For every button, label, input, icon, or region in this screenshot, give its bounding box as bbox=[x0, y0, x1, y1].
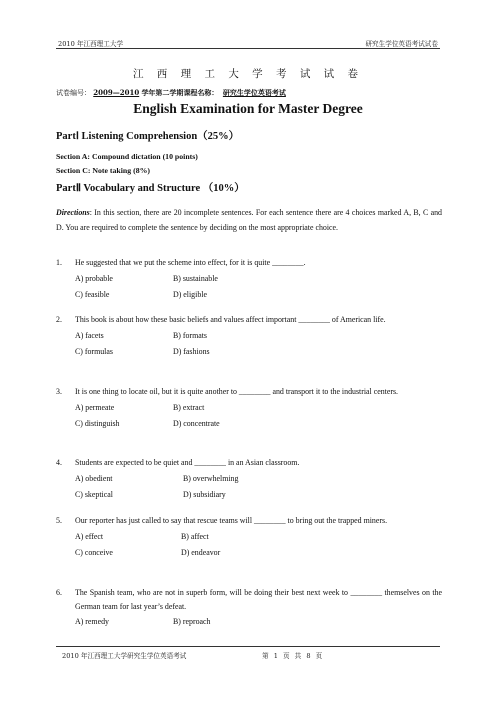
option-c: C) skeptical bbox=[75, 489, 113, 499]
question-options bbox=[75, 614, 442, 630]
option-c: C) formulas bbox=[75, 346, 113, 356]
option-c: C) feasible bbox=[75, 289, 110, 299]
option-a: A) facets bbox=[75, 330, 104, 340]
question-number: 5. bbox=[56, 516, 62, 525]
header-right: 研究生学位英语考试试卷 bbox=[365, 40, 438, 48]
option-a: A) permeate bbox=[75, 402, 115, 412]
question-options bbox=[75, 471, 442, 503]
exam-meta bbox=[56, 88, 286, 98]
question-stem: Students are expected to be quiet and ________ in an Asian classroom. bbox=[75, 458, 300, 467]
question-stem: The Spanish team, who are not in superb form, will be doing their best next week to ________ themselves on the German team for last year’s defeat. bbox=[75, 588, 442, 611]
question bbox=[56, 385, 442, 432]
question-number: 4. bbox=[56, 458, 62, 467]
university-title: 江 西 理 工 大 学 考 试 试 卷 bbox=[132, 68, 364, 80]
page-number: 第 1 页 共 8 页 bbox=[262, 652, 323, 660]
exam-term: 学年第二学期 bbox=[141, 88, 184, 97]
question-options bbox=[75, 271, 442, 303]
directions bbox=[56, 206, 442, 235]
question bbox=[56, 456, 442, 503]
option-a: A) effect bbox=[75, 531, 104, 541]
directions-text: : In this section, there are 20 incomplete sentences. For each sentence there are 4 choices marked A, B, C and D. You are required to complete the sentence by deciding on the most appropriate choice. bbox=[56, 208, 442, 232]
option-b: B) extract bbox=[173, 402, 205, 412]
footer-rule bbox=[56, 646, 440, 647]
option-c: C) distinguish bbox=[75, 418, 120, 428]
running-footer bbox=[0, 650, 496, 662]
question-stem: He suggested that we put the scheme into effect, for it is quite ________. bbox=[75, 258, 306, 267]
exam-number-label: 试卷编号： bbox=[56, 89, 91, 97]
part1-heading: PartⅠ Listening Comprehension（25%） bbox=[56, 131, 240, 142]
exam-years: 2009—2010 bbox=[93, 88, 140, 97]
option-b: B) sustainable bbox=[173, 273, 218, 283]
part2-heading: PartⅡ Vocabulary and Structure （10%） bbox=[56, 183, 245, 194]
footer-left: 2010 年江西理工大学研究生学位英语考试 bbox=[62, 652, 187, 660]
header-left: 2010 年江西理工大学 bbox=[58, 40, 124, 48]
question bbox=[56, 586, 442, 630]
section-a: Section A: Compound dictation (10 points) bbox=[56, 152, 198, 161]
option-b: B) affect bbox=[181, 531, 209, 541]
question-number: 3. bbox=[56, 387, 62, 396]
option-b: B) overwhelming bbox=[183, 473, 239, 483]
question-stem: This book is about how these basic beliefs and values affect important ________ of American life. bbox=[75, 315, 386, 324]
question-stem: It is one thing to locate oil, but it is quite another to ________ and transport it to the industrial centers. bbox=[75, 387, 399, 396]
question bbox=[56, 256, 442, 303]
option-b: B) reproach bbox=[173, 617, 211, 626]
course-name: 研究生学位英语考试 bbox=[222, 88, 286, 97]
option-a: A) obedient bbox=[75, 473, 113, 483]
option-d: D) eligible bbox=[173, 289, 207, 299]
section-c: Section C: Note taking (8%) bbox=[56, 166, 150, 175]
question-number: 6. bbox=[56, 588, 62, 597]
option-d: D) fashions bbox=[173, 346, 210, 356]
question bbox=[56, 514, 442, 561]
course-label: 课程名称： bbox=[183, 88, 219, 97]
option-d: D) subsidiary bbox=[183, 489, 226, 499]
question-options bbox=[75, 400, 442, 432]
exam-title: English Examination for Master Degree bbox=[133, 101, 363, 116]
option-b: B) formats bbox=[173, 330, 207, 340]
option-c: C) conceive bbox=[75, 547, 113, 557]
question-stem: Our reporter has just called to say that rescue teams will ________ to bring out the trapped miners. bbox=[75, 516, 388, 525]
question-number: 1. bbox=[56, 258, 62, 267]
question bbox=[56, 313, 442, 360]
option-a: A) probable bbox=[75, 273, 113, 283]
question-number: 2. bbox=[56, 315, 62, 324]
question-options bbox=[75, 328, 442, 360]
header-rule bbox=[56, 48, 440, 49]
directions-label: Directions bbox=[56, 208, 90, 217]
question-options bbox=[75, 529, 442, 561]
option-d: D) endeavor bbox=[181, 547, 221, 557]
option-d: D) concentrate bbox=[173, 418, 220, 428]
option-a: A) remedy bbox=[75, 617, 109, 626]
